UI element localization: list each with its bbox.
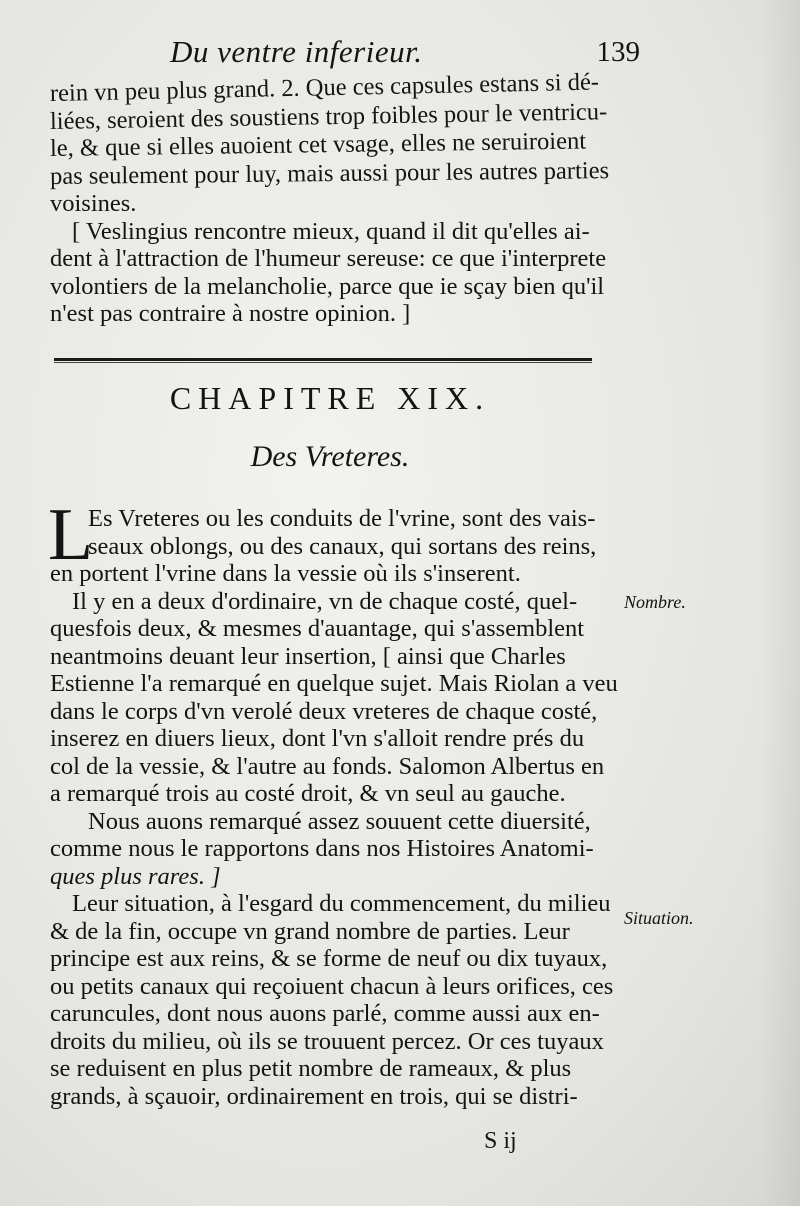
text-line: volontiers de la melancholie, parce que ie sçay bien qu'il [50,272,605,300]
text-line: voisines. [50,190,137,217]
text-line: rein vn peu plus grand. 2. Que ces capsules estans si dé- [49,68,600,107]
text-line: en portent l'vrine dans la vessie où ils s'inserent. [50,560,521,587]
text-line: se reduisent en plus petit nombre de rameaux, & plus [50,1055,572,1082]
text-line: dent à l'attraction de l'humeur sereuse: ce que i'interprete [50,245,607,272]
text-line: dans le corps d'vn verolé deux vreteres de chaque costé, [50,697,598,725]
scan-edge-shadow [760,0,800,1206]
text-line: seaux oblongs, ou des canaux, qui sortans des reins, [88,532,597,560]
chapter-subtitle: Des Vreteres. [250,440,410,473]
text-line: col de la vessie, & l'autre au fonds. Salomon Albertus en [50,752,605,780]
text-line: quesfois deux, & mesmes d'auantage, qui s'assemblent [50,615,585,642]
drop-cap: L [48,494,94,576]
text-line: droits du milieu, où ils se trouuent percez. Or ces tuyaux [50,1027,604,1055]
text-line: a remarqué trois au costé droit, & vn seul au gauche. [50,780,566,807]
text-line: principe est aux reins, & se forme de neuf ou dix tuyaux, [50,945,608,972]
text-line: Es Vreteres ou les conduits de l'vrine, sont des vais- [88,505,596,532]
text-line: n'est pas contraire à nostre opinion. ] [50,300,411,327]
text-line: & de la fin, occupe vn grand nombre de parties. Leur [50,917,570,945]
text-line: Estienne l'a remarqué en quelque sujet. Mais Riolan a veu [50,670,618,697]
running-head [170,34,640,74]
text-line: Leur situation, à l'esgard du commencement, du milieu [72,890,611,917]
text-line: inserez en diuers lieux, dont l'vn s'alloit rendre prés du [50,725,585,752]
chapter-divider-rule-thin [54,362,592,363]
previous-chapter-text [49,68,620,328]
text-line: le, & que si elles auoient cet vsage, elles ne seruiroient [49,127,587,162]
text-line: liées, seroient des soustiens trop foibles pour le ventricu- [49,97,608,135]
margin-note-situation: Situation. [624,908,694,928]
text-line: caruncules, dont nous auons parlé, comme aussi aux en- [50,1000,600,1027]
text-line: neantmoins deuant leur insertion, [ ainsi que Charles [50,642,566,670]
chapter-divider-rule [54,358,592,361]
chapter-title: CHAPITRE XIX. [169,380,491,416]
margin-note-nombre: Nombre. [624,592,686,612]
text-line: pas seulement pour luy, mais aussi pour les autres parties [49,156,610,190]
text-line: ou petits canaux qui reçoiuent chacun à leurs orifices, ces [50,972,614,1000]
text-line: [ Veslingius rencontre mieux, quand il dit qu'elles ai- [72,217,590,245]
signature-mark: S ij [484,1128,517,1154]
text-line: comme nous le rapportons dans nos Histoires Anatomi- [50,835,594,862]
chapter-body-text [50,505,620,1110]
text-line: ques plus rares. ] [50,862,221,890]
text-line: Il y en a deux d'ordinaire, vn de chaque costé, quel- [72,587,578,615]
text-line: Nous auons remarqué assez souuent cette diuersité, [88,807,591,835]
running-head-title: Du ventre inferieur. [170,34,423,69]
page-number: 139 [596,36,640,68]
text-line: grands, à sçauoir, ordinairement en trois, qui se distri- [50,1082,578,1110]
